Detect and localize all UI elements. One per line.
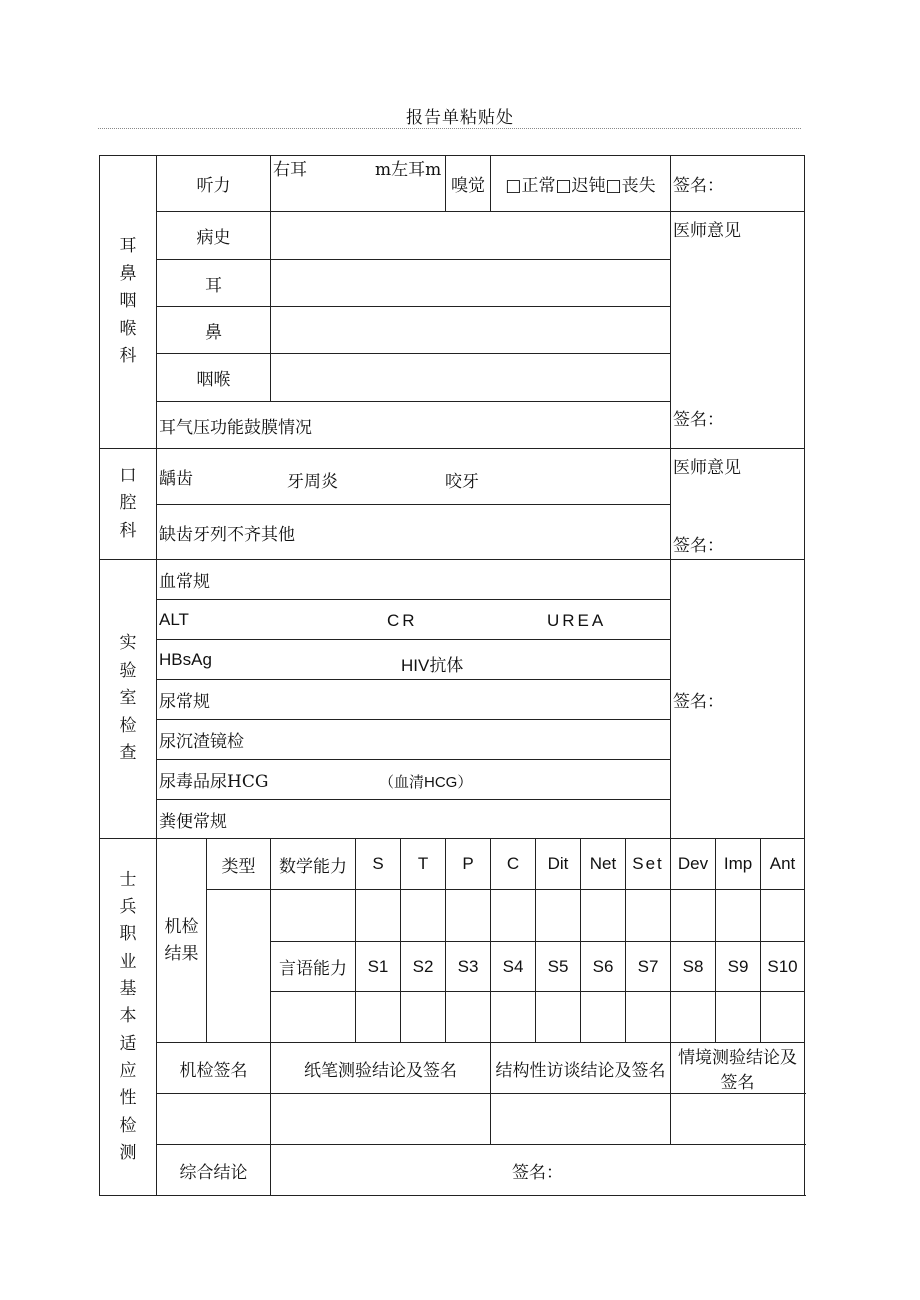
- machine-result-label: 机检结果: [157, 839, 207, 1043]
- nose-label: 鼻: [157, 307, 271, 354]
- urine-drug-row[interactable]: [157, 760, 671, 800]
- oral-signature[interactable]: 签名：: [673, 536, 725, 556]
- math-score-cell[interactable]: [761, 890, 805, 942]
- lab-signature[interactable]: 签名：: [671, 560, 805, 839]
- alt-label: ALT: [159, 609, 189, 629]
- verbal-score-blank[interactable]: [271, 992, 356, 1043]
- math-score-cell[interactable]: [491, 890, 536, 942]
- cr-label: CR: [387, 611, 418, 630]
- math-score-cell[interactable]: [671, 890, 716, 942]
- math-score-blank[interactable]: [271, 890, 356, 942]
- machine-sign-label: 机检签名: [157, 1043, 271, 1094]
- machine-sign-field[interactable]: [157, 1094, 271, 1145]
- oral-doctor-opinion-cell[interactable]: [671, 449, 805, 560]
- math-score-cell[interactable]: [401, 890, 446, 942]
- type-label: 类型: [207, 839, 271, 890]
- oral-section-label: 口腔科: [100, 449, 157, 560]
- lab-section-label: 实验室检查: [100, 560, 157, 839]
- paper-test-label: 纸笔测验结论及签名: [271, 1043, 491, 1094]
- hearing-label: 听力: [157, 156, 271, 212]
- verbal-label: 言语能力: [271, 942, 356, 992]
- smell-label: 嗅觉: [446, 156, 491, 212]
- history-label: 病史: [157, 212, 271, 260]
- oral-row-1[interactable]: [157, 449, 671, 505]
- hiv-label: HIV抗体: [401, 656, 464, 675]
- verbal-score-cell[interactable]: [356, 992, 401, 1043]
- overall-signature[interactable]: 签名：: [271, 1145, 805, 1196]
- math-item: Net: [581, 839, 626, 890]
- verbal-score-cell[interactable]: [446, 992, 491, 1043]
- type-blank-cell[interactable]: [207, 890, 271, 1043]
- verbal-item: S2: [401, 942, 446, 992]
- math-item: Ant: [761, 839, 805, 890]
- verbal-item: S5: [536, 942, 581, 992]
- ent-signature[interactable]: 签名：: [673, 410, 725, 430]
- hbsag-label: HBsAg: [159, 649, 212, 669]
- ear-field[interactable]: [271, 260, 671, 307]
- missing-teeth-label[interactable]: 缺齿牙列不齐其他: [157, 505, 671, 560]
- ent-hearing-signature[interactable]: 签名：: [671, 156, 805, 212]
- math-item: P: [446, 839, 491, 890]
- math-score-cell[interactable]: [356, 890, 401, 942]
- math-score-cell[interactable]: [581, 890, 626, 942]
- urine-drug-label: 尿毒品尿HCG: [159, 772, 269, 792]
- periodontitis-label: 牙周炎: [287, 472, 338, 492]
- overall-label: 综合结论: [157, 1145, 271, 1196]
- verbal-score-cell[interactable]: [536, 992, 581, 1043]
- math-item: S: [356, 839, 401, 890]
- hearing-value[interactable]: 右耳 m左耳m: [271, 156, 446, 212]
- math-label: 数学能力: [271, 839, 356, 890]
- math-score-cell[interactable]: [536, 890, 581, 942]
- situational-label: 情境测验结论及签名: [671, 1043, 805, 1094]
- ent-doctor-opinion-cell[interactable]: [671, 212, 805, 449]
- nose-field[interactable]: [271, 307, 671, 354]
- math-item: T: [401, 839, 446, 890]
- verbal-item: S8: [671, 942, 716, 992]
- verbal-score-cell[interactable]: [581, 992, 626, 1043]
- ent-doctor-opinion-label: 医师意见: [673, 221, 742, 241]
- verbal-score-cell[interactable]: [671, 992, 716, 1043]
- history-field[interactable]: [271, 212, 671, 260]
- blood-routine-label[interactable]: 血常规: [157, 560, 671, 600]
- paste-area-title: 报告单粘贴处: [406, 108, 514, 128]
- ent-section-label: 耳鼻咽喉科: [100, 156, 157, 449]
- urine-routine-label[interactable]: 尿常规: [157, 680, 671, 720]
- dotted-divider: [98, 128, 801, 129]
- verbal-score-cell[interactable]: [401, 992, 446, 1043]
- smell-options[interactable]: □正常□迟钝□丧失: [491, 156, 671, 212]
- math-item: Set: [626, 839, 671, 890]
- verbal-item: S4: [491, 942, 536, 992]
- serum-hcg-label: （血清HCG）: [379, 774, 473, 791]
- caries-label: 龋齿: [159, 469, 193, 489]
- urea-label: UREA: [547, 611, 607, 630]
- liver-kidney-row[interactable]: [157, 600, 671, 640]
- occlusion-label: 咬牙: [445, 472, 479, 492]
- verbal-score-cell[interactable]: [716, 992, 761, 1043]
- math-score-cell[interactable]: [626, 890, 671, 942]
- verbal-item: S1: [356, 942, 401, 992]
- math-item: Dit: [536, 839, 581, 890]
- verbal-item: S10: [761, 942, 805, 992]
- hbsag-hiv-row[interactable]: [157, 640, 671, 680]
- situational-field[interactable]: [671, 1094, 805, 1145]
- verbal-item: S7: [626, 942, 671, 992]
- stool-routine-label[interactable]: 粪便常规: [157, 800, 671, 839]
- verbal-score-cell[interactable]: [626, 992, 671, 1043]
- eardrum-label[interactable]: 耳气压功能鼓膜情况: [157, 402, 671, 449]
- interview-label: 结构性访谈结论及签名: [491, 1043, 671, 1094]
- verbal-score-cell[interactable]: [491, 992, 536, 1043]
- math-item: Dev: [671, 839, 716, 890]
- ear-label: 耳: [157, 260, 271, 307]
- verbal-item: S3: [446, 942, 491, 992]
- verbal-item: S6: [581, 942, 626, 992]
- urine-sediment-label[interactable]: 尿沉渣镜检: [157, 720, 671, 760]
- throat-field[interactable]: [271, 354, 671, 402]
- oral-doctor-opinion-label: 医师意见: [673, 458, 742, 478]
- interview-field[interactable]: [491, 1094, 671, 1145]
- exam-form-table: [99, 155, 805, 1196]
- paper-test-field[interactable]: [271, 1094, 491, 1145]
- math-score-cell[interactable]: [716, 890, 761, 942]
- verbal-score-cell[interactable]: [761, 992, 805, 1043]
- math-item: Imp: [716, 839, 761, 890]
- throat-label: 咽喉: [157, 354, 271, 402]
- adapt-section-label: 士兵职业基本适应性检测: [100, 839, 157, 1196]
- verbal-item: S9: [716, 942, 761, 992]
- math-score-cell[interactable]: [446, 890, 491, 942]
- math-item: C: [491, 839, 536, 890]
